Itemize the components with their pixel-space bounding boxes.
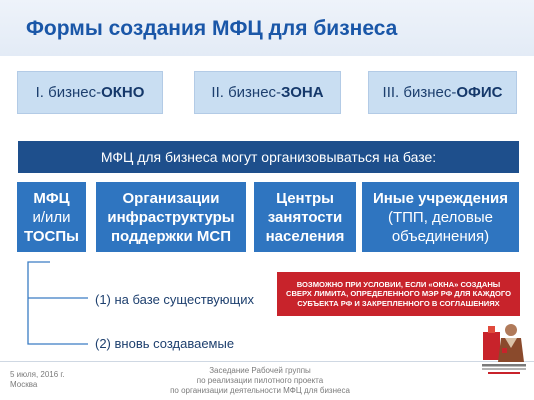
org-line: объединения) — [391, 227, 490, 245]
form-strong: ОКНО — [101, 84, 145, 101]
form-box-ofis — [368, 71, 517, 114]
meeting-line: по организации деятельности МФЦ для бизнеса — [170, 386, 350, 395]
org-line: (ТПП, деловые — [387, 208, 493, 226]
location-line: Москва — [10, 380, 38, 389]
org-line: занятости — [267, 208, 343, 226]
condition-note: ВОЗМОЖНО ПРИ УСЛОВИИ, ЕСЛИ «ОКНА» СОЗДАНЫ СВЕРХ ЛИМИТА, ОПРЕДЕЛЕННОГО МЭР РФ ДЛЯ КАЖДОГО СУБЪЕКТА РФ И ЗАКРЕПЛЕННОГО В СОГЛАШЕНИЯХ — [277, 272, 520, 316]
slide-title: Формы создания МФЦ для бизнеса — [26, 17, 398, 40]
org-line: Организации — [122, 189, 220, 207]
option-existing: (1) на базе существующих — [95, 292, 254, 307]
footer-divider — [0, 361, 534, 362]
option-new: (2) вновь создаваемые — [95, 336, 235, 351]
org-line: ТОСПы — [24, 227, 79, 245]
form-prefix: II. бизнес- — [211, 84, 282, 101]
form-prefix: III. бизнес- — [382, 84, 457, 101]
form-box-okno — [17, 71, 163, 114]
org-line: МФЦ — [33, 189, 70, 207]
mfc-logo-icon — [480, 318, 528, 378]
form-prefix: I. бизнес- — [35, 84, 102, 101]
org-line: населения — [265, 227, 345, 245]
footer-meeting — [150, 366, 370, 396]
form-strong: ЗОНА — [281, 84, 324, 101]
org-line: поддержки МСП — [110, 227, 231, 245]
org-box-mfc — [17, 182, 86, 252]
base-bar: МФЦ для бизнеса могут организовываться на базе: — [18, 141, 519, 173]
bracket-connector — [26, 260, 96, 350]
org-line: и/или — [32, 208, 71, 226]
org-line: Центры — [276, 189, 334, 207]
form-strong: ОФИС — [456, 84, 503, 101]
form-box-zona — [194, 71, 341, 114]
org-line: инфраструктуры — [107, 208, 235, 226]
meeting-line: Заседание Рабочей группы — [209, 366, 311, 375]
footer-date — [10, 370, 65, 390]
org-box-employment — [254, 182, 356, 252]
date-line: 5 июля, 2016 г. — [10, 370, 65, 379]
org-line: Иные учреждения — [372, 189, 509, 207]
org-box-msp — [96, 182, 246, 252]
org-box-other — [362, 182, 519, 252]
meeting-line: по реализации пилотного проекта — [196, 376, 324, 385]
